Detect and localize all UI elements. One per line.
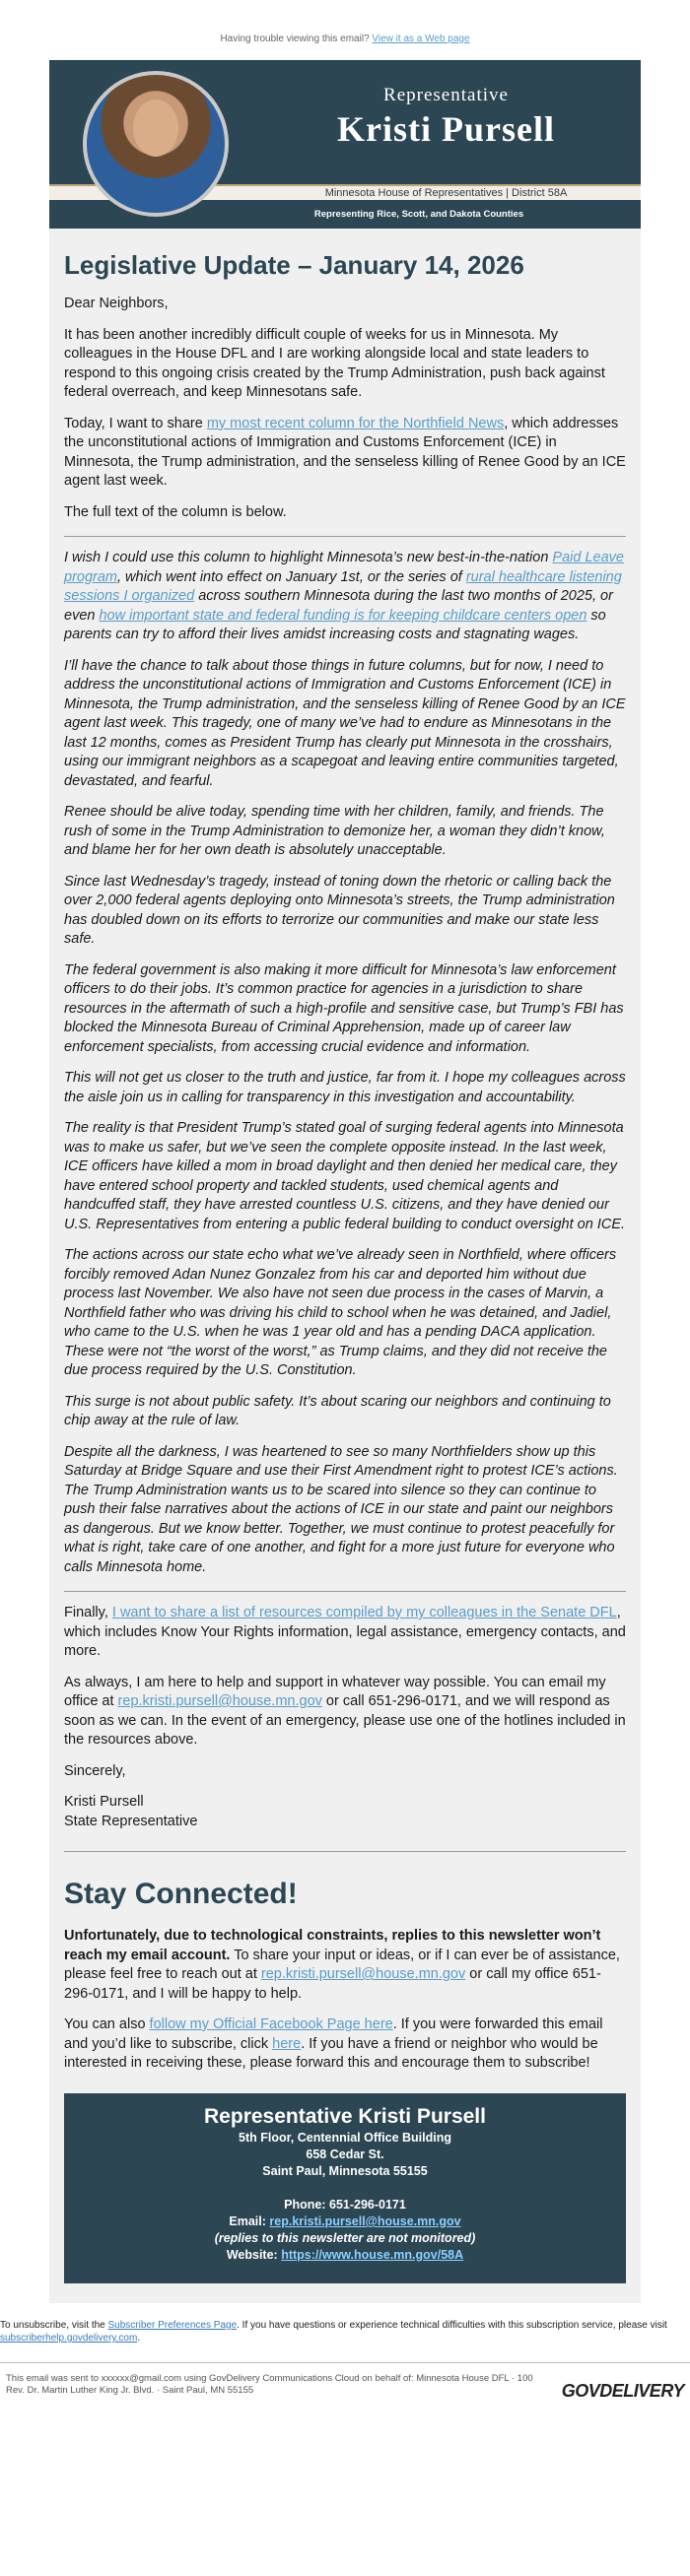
column-text-span: , which went into effect on January 1st, or the series of [117, 568, 466, 585]
stay-paragraph [64, 1927, 626, 2004]
hero-title-big: Kristi Pursell [337, 109, 555, 149]
stay-text: . If you were forwarded this email and you’d like to subscribe, click [64, 2016, 603, 2052]
healthcare-sessions-link[interactable]: rural healthcare listening sessions I organized [64, 568, 622, 604]
newsletter-body [49, 229, 641, 2303]
stay-text: To share your input or ideas, or if I can ever be of assistance, please feel free to reach out at [64, 1947, 620, 1982]
column-paragraph [64, 549, 626, 645]
bottom-footer [0, 2362, 690, 2432]
contact-pre: As always, I am here to help and support in whatever way possible. You can email my office at [64, 1674, 606, 1709]
signer-title: State Representative [64, 1813, 198, 1829]
intro-paragraph: It has been another incredibly difficult couple of weeks for us in Minnesota. My colleagues in the House DFL and I are working alongside local and state leaders to respond to this ongoing crisis created by the Trump Administration, push back against federal overreach, and keep Minnesotans safe. [64, 326, 605, 400]
finally-post: , which includes Know Your Rights information, legal assistance, emergency contacts, and more. [64, 1605, 626, 1659]
stay-text: . If you have a friend or neighbor who would be interested in receiving these, please forward this and encourage them to subscribe! [64, 2035, 598, 2071]
unsubscribe-notice [0, 2303, 680, 2345]
today-paragraph [64, 415, 626, 492]
footer-name: Representative Kristi Pursell [204, 2104, 486, 2128]
facebook-paragraph [64, 2015, 626, 2074]
column-paragraph: This will not get us closer to the truth and justice, far from it. I hope my colleagues across the aisle join us in calling for transparency in this investigation and accountability. [64, 1070, 626, 1105]
spacer [64, 1781, 626, 1793]
column-paragraph: The federal government is also making it more difficult for Minnesota’s law enforcement officers to do their jobs. It’s common practice for agencies in a jurisdiction to share resources in the aftermath of such a high-profile and sensitive case, but Trump’s FBI has blocked the Minnesota Bureau of Criminal Apprehension, made up of career law enforcement specialists, from accessing crucial evidence and information. [64, 961, 624, 1055]
signer-name: Kristi Pursell [64, 1794, 144, 1810]
column-paragraph: This surge is not about public safety. It’s about scaring our neighbors and continuing to chip away at the rule of law. [64, 1393, 611, 1428]
preheader [0, 0, 690, 60]
footer-email-line [79, 2213, 611, 2230]
stay-connected-heading: Stay Connected! [64, 1878, 298, 1910]
finally-paragraph [64, 1604, 626, 1662]
page-title: Legislative Update – January 14, 2026 [64, 250, 524, 280]
web-page-link[interactable]: View it as a Web page [372, 33, 470, 44]
today-pre: Today, I want to share [64, 415, 207, 431]
column-paragraph: I’ll have the chance to talk about those things in future columns, but for now, I need to address the unconstitutional actions of Immigration and Customs Enforcement (ICE) in Minnesota, the Trump administration, and the senseless killing of Renee Good by an ICE agent last week. This tragedy, one of many we’ve had to endure as Minnesotans in the last 12 months, comes as President Trump has clearly put Minnesota in the crosshairs, using our immigrant neighbors as a scapegoat and leaving entire communities targeted, devastated, and fearful. [64, 657, 626, 789]
column-text [64, 549, 626, 1577]
greeting: Dear Neighbors, [64, 296, 169, 311]
sent-to-line-2: Rev. Dr. Martin Luther King Jr. Blvd. · Saint Paul, MN 55155 [6, 2385, 254, 2396]
preheader-text: Having trouble viewing this email? [220, 33, 373, 44]
column-text-span: I wish I could use this column to highlight Minnesota’s new best-in-the-nation [64, 550, 553, 565]
column-paragraph: The actions across our state echo what we’ve already seen in Northfield, where officers forcibly removed Adan Nunez Gonzalez from his car and deported him without due process last November. We also have not seen due process in the cases of Marvin, a Northfield father who was driving his child to school when he was detained, and Jadiel, who came to the U.S. when he was 1 year old and has a pending DACA application. These were not “the worst of the worst,” as Trump claims, and they did not receive the due process required by the U.S. Constitution. [64, 1247, 617, 1378]
subscribe-link[interactable]: here [272, 2035, 302, 2052]
divider [64, 1591, 626, 1592]
subscriber-help-link[interactable]: subscriberhelp.govdelivery.com [0, 2333, 138, 2344]
column-paragraph: The reality is that President Trump’s stated goal of surging federal agents into Minnesota was to make us safer, but we’ve seen the complete opposite instead. In the last week, ICE officers have killed a mom in broad daylight and then denied her medical care, they have entered school property and tackled students, used chemical agents and handcuffed staff, they have arrested countless U.S. citizens, and they have denied our U.S. Representatives from entering a public federal building to conduct oversight on ICE. [64, 1120, 626, 1232]
resources-link[interactable]: I want to share a list of resources compiled by my colleagues in the Senate DFL [111, 1605, 617, 1620]
divider [64, 1851, 626, 1852]
spacer [79, 2180, 611, 2197]
contact-paragraph [64, 1674, 626, 1750]
unsub-text: . [137, 2333, 141, 2344]
facebook-link[interactable]: follow my Official Facebook Page here [149, 2016, 393, 2032]
stay-text: You can also [64, 2016, 150, 2032]
unsub-text: To unsubscribe, visit the [0, 2320, 108, 2331]
stay-bold: Unfortunately, due to technological constraints, replies to this newsletter won’t reach my email account. [64, 1928, 601, 1963]
hero-title-small: Representative [383, 85, 509, 105]
representative-photo [83, 71, 229, 217]
sent-to-line-1: This email was sent to xxxxxx@gmail.com using GovDelivery Communications Cloud on behalf of: Minnesota House DFL · 100 [6, 2373, 533, 2384]
newsletter-container [49, 60, 641, 2303]
footer-website-line [79, 2247, 611, 2264]
paid-leave-link[interactable]: Paid Leave program [64, 550, 624, 585]
column-paragraph: Since last Wednesday’s tragedy, instead of toning down the rhetoric or calling back the over 2,000 federal agents deploying onto Minnesota’s streets, the Trump administration has doubled down on its efforts to terrorize our communities and make our state less safe. [64, 873, 615, 947]
footer-address-2: 658 Cedar St. [306, 2147, 384, 2161]
spacer [64, 2283, 626, 2303]
column-link[interactable]: my most recent column for the Northfield News [206, 415, 505, 431]
footer-email-link[interactable]: rep.kristi.pursell@house.mn.gov [269, 2214, 461, 2228]
stay-text: or call my office 651-296-0171, and I will be happy to help. [64, 1966, 601, 2002]
govdelivery-logo[interactable]: GOVDELIVERY [561, 2381, 684, 2401]
footer-phone: Phone: 651-296-0171 [284, 2198, 406, 2212]
hero-band: Representing Rice, Scott, and Dakota Counties [49, 200, 641, 229]
today-post: , which addresses the unconstitutional actions of Immigration and Customs Enforcement (ICE) in Minnesota, the Trump administration, and the senseless killing of Renee Good by an ICE agent last week. [64, 415, 626, 489]
column-paragraph: Despite all the darkness, I was heartened to see so many Northfielders show up this Saturday at Bridge Square and use their First Amendment right to protest ICE’s actions. The Trump Administration wants us to be scared into silence so they can continue to push their false narratives about the actions of ICE in our state and paint our neighbors as dangerous. But we know better. Together, we must continue to protest peacefully for what is right, take care of one another, and fight for a more just future for everyone who calls Minnesota home. [64, 1443, 618, 1575]
footer-note: (replies to this newsletter are not monitored) [214, 2231, 476, 2245]
closing: Sincerely, [64, 1762, 126, 1779]
unsub-text: . If you have questions or experience technical difficulties with this subscription service, please visit [237, 2320, 667, 2331]
footer-website-label: Website: [226, 2248, 282, 2262]
footer-address-1: 5th Floor, Centennial Office Building [239, 2131, 451, 2145]
hero-subtitle: Minnesota House of Representatives | District 58A [324, 187, 568, 199]
stay-email-link[interactable]: rep.kristi.pursell@house.mn.gov [260, 1966, 466, 1982]
footer-address-3: Saint Paul, Minnesota 55155 [262, 2164, 428, 2178]
column-text-span: so parents can try to afford their lives amidst increasing costs and stagnating wages. [64, 607, 606, 642]
childcare-funding-link[interactable]: how important state and federal funding is for keeping childcare centers open [99, 607, 587, 624]
footer-email-label: Email: [229, 2214, 270, 2228]
footer-website-link[interactable]: https://www.house.mn.gov/58A [281, 2248, 464, 2262]
column-text-span: across southern Minnesota during the last two months of 2025, or even [64, 588, 613, 624]
contact-post: or call 651-296-0171, and we will respond as soon as we can. In the event of an emergency, please use one of the hotlines included in the resources above. [64, 1693, 626, 1748]
footer-contact-box [64, 2093, 626, 2284]
signature [64, 1762, 626, 1832]
subscriber-preferences-link[interactable]: Subscriber Preferences Page [107, 2320, 238, 2331]
hero-banner [49, 60, 641, 184]
email-link[interactable]: rep.kristi.pursell@house.mn.gov [117, 1693, 322, 1709]
full-text-note: The full text of the column is below. [64, 503, 287, 520]
finally-pre: Finally, [64, 1605, 112, 1620]
divider [64, 536, 626, 537]
column-paragraph: Renee should be alive today, spending time with her children, family, and friends. The rush of some in the Trump Administration to demonize her, a woman they didn’t know, and blame her for her own death is absolutely unacceptable. [64, 804, 605, 858]
